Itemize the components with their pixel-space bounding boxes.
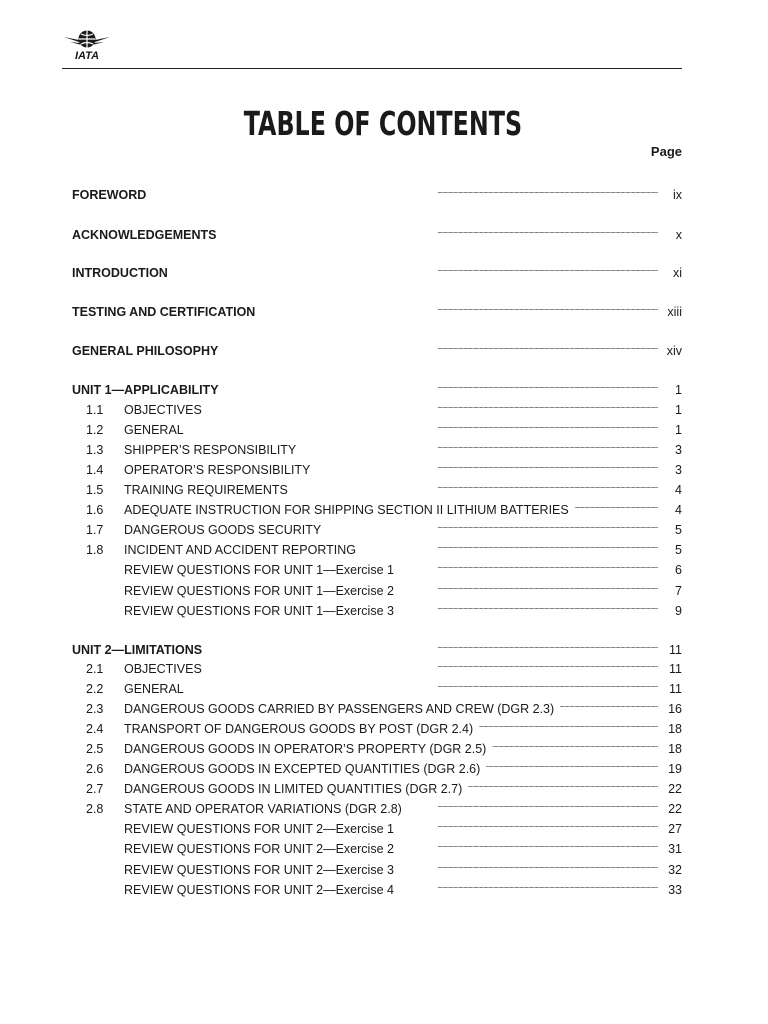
dot-leader: [294, 476, 658, 494]
dot-leader: [208, 655, 658, 673]
toc-entry[interactable]: [72, 516, 682, 537]
toc-entry-page: 33: [668, 883, 682, 897]
toc-entry[interactable]: [72, 396, 682, 417]
toc-entry-label: REVIEW QUESTIONS FOR UNIT 1—Exercise 2: [124, 584, 394, 598]
toc-entry-number: 1.1: [86, 403, 104, 417]
toc-entry-number: 1.3: [86, 443, 104, 457]
toc-entry[interactable]: [72, 775, 682, 796]
toc-entry-label: TESTING AND CERTIFICATION: [72, 305, 256, 319]
dot-leader: [560, 695, 658, 713]
toc-entry-label: GENERAL: [124, 423, 184, 437]
toc-entry-label: INCIDENT AND ACCIDENT REPORTING: [124, 543, 356, 557]
toc-entry-label: REVIEW QUESTIONS FOR UNIT 1—Exercise 3: [124, 604, 394, 618]
toc-entry[interactable]: [72, 715, 682, 736]
dot-leader: [224, 337, 658, 355]
toc-entry-number: 1.8: [86, 543, 104, 557]
toc-entry-page: 9: [675, 604, 682, 618]
toc-entry-page: 11: [669, 662, 682, 676]
dot-leader: [302, 436, 658, 454]
toc-entry-number: 2.2: [86, 682, 104, 696]
toc-entry[interactable]: [72, 735, 682, 756]
toc-entry[interactable]: [72, 835, 682, 856]
dot-leader: [408, 795, 658, 813]
toc-entry-label: SHIPPER’S RESPONSIBILITY: [124, 443, 297, 457]
toc-entry-page: 4: [675, 483, 682, 497]
toc-entry[interactable]: [72, 675, 682, 696]
dot-leader: [261, 298, 658, 316]
toc-entry-label: OBJECTIVES: [124, 662, 202, 676]
toc-entry-number: 1.4: [86, 463, 104, 477]
dot-leader: [190, 416, 658, 434]
page-title: TABLE OF CONTENTS: [243, 104, 523, 143]
dot-leader: [400, 835, 658, 853]
toc-entry-page: 5: [675, 543, 682, 557]
toc-entry-page: xiv: [666, 344, 682, 358]
toc-entry-number: 1.7: [86, 523, 104, 537]
toc-entry-label: REVIEW QUESTIONS FOR UNIT 2—Exercise 3: [124, 863, 394, 877]
toc-entry-number: 1.6: [86, 503, 104, 517]
toc-entry-label: DANGEROUS GOODS CARRIED BY PASSENGERS AND CREW (DGR 2.3): [124, 702, 555, 716]
toc-entry[interactable]: [72, 695, 682, 716]
dot-leader: [327, 516, 658, 534]
toc-entry-number: 2.3: [86, 702, 104, 716]
dot-leader: [208, 636, 658, 654]
dot-leader: [400, 597, 658, 615]
toc-entry[interactable]: [72, 221, 682, 242]
toc-entry-label: REVIEW QUESTIONS FOR UNIT 2—Exercise 2: [124, 842, 394, 856]
toc-entry-page: xiii: [667, 305, 682, 319]
toc-entry[interactable]: [72, 795, 682, 816]
toc-entry[interactable]: [72, 597, 682, 618]
toc-entry-label: REVIEW QUESTIONS FOR UNIT 2—Exercise 4: [124, 883, 394, 897]
dot-leader: [222, 221, 658, 239]
toc-entry-label: DANGEROUS GOODS SECURITY: [124, 523, 322, 537]
toc-entry-number: 2.8: [86, 802, 104, 816]
toc-entry-page: 22: [668, 802, 682, 816]
toc-entry-page: 27: [668, 822, 682, 836]
dot-leader: [400, 856, 658, 874]
toc-entry-label: FOREWORD: [72, 188, 147, 202]
iata-logo: [62, 28, 112, 62]
toc-entry[interactable]: [72, 476, 682, 497]
toc-entry-page: 1: [675, 423, 682, 437]
toc-entry[interactable]: [72, 815, 682, 836]
toc-entry-page: 5: [675, 523, 682, 537]
toc-entry-number: 1.2: [86, 423, 104, 437]
toc-entry[interactable]: [72, 577, 682, 598]
toc-entry-label: STATE AND OPERATOR VARIATIONS (DGR 2.8): [124, 802, 402, 816]
toc-entry-label: DANGEROUS GOODS IN OPERATOR’S PROPERTY (DGR 2.5): [124, 742, 487, 756]
toc-entry[interactable]: [72, 496, 682, 517]
dot-leader: [492, 735, 658, 753]
dot-leader: [190, 675, 658, 693]
toc-entry[interactable]: [72, 181, 682, 202]
toc-entry[interactable]: [72, 876, 682, 897]
toc-entry-number: 2.1: [86, 662, 104, 676]
toc-entry[interactable]: [72, 298, 682, 319]
toc-entry[interactable]: [72, 259, 682, 280]
toc-entry-label: ACKNOWLEDGEMENTS: [72, 228, 217, 242]
dot-leader: [468, 775, 658, 793]
toc-entry-label: REVIEW QUESTIONS FOR UNIT 1—Exercise 1: [124, 563, 394, 577]
dot-leader: [362, 536, 658, 554]
toc-entry-page: 16: [668, 702, 682, 716]
toc-entry-label: OBJECTIVES: [124, 403, 202, 417]
dot-leader: [225, 376, 658, 394]
toc-entry-page: 18: [668, 742, 682, 756]
toc-entry-page: ix: [672, 188, 682, 202]
toc-entry-label: INTRODUCTION: [72, 266, 168, 280]
toc-entry-page: x: [675, 228, 682, 242]
toc-entry[interactable]: [72, 416, 682, 437]
toc-entry-label: UNIT 1—APPLICABILITY: [72, 383, 219, 397]
toc-entry-page: 4: [675, 503, 682, 517]
toc-entry-page: 19: [668, 762, 682, 776]
dot-leader: [400, 556, 658, 574]
toc-entry-label: TRAINING REQUIREMENTS: [124, 483, 288, 497]
toc-entry[interactable]: [72, 376, 682, 397]
toc-entry-page: 1: [675, 383, 682, 397]
dot-leader: [174, 259, 658, 277]
page-column-label: Page: [650, 144, 682, 159]
toc-entry-page: 7: [675, 584, 682, 598]
toc-entry-page: 18: [668, 722, 682, 736]
toc-entry-number: 2.7: [86, 782, 104, 796]
toc-entry-number: 2.4: [86, 722, 104, 736]
toc-entry[interactable]: [72, 636, 682, 657]
toc-entry[interactable]: [72, 456, 682, 477]
dot-leader: [400, 577, 658, 595]
toc-entry-page: 6: [675, 563, 682, 577]
toc-entry-label: DANGEROUS GOODS IN EXCEPTED QUANTITIES (DGR 2.6): [124, 762, 481, 776]
toc-entry-label: ADEQUATE INSTRUCTION FOR SHIPPING SECTION II LITHIUM BATTERIES: [124, 503, 569, 517]
iata-globe-icon: [62, 28, 112, 62]
toc-entry-page: 1: [675, 403, 682, 417]
toc-entry-page: 31: [668, 842, 682, 856]
toc-entry[interactable]: [72, 556, 682, 577]
toc-entry[interactable]: [72, 536, 682, 557]
dot-leader: [152, 181, 658, 199]
header-rule: [62, 68, 682, 69]
toc-entry-page: 22: [668, 782, 682, 796]
toc-entry-number: 2.5: [86, 742, 104, 756]
dot-leader: [316, 456, 658, 474]
toc-entry-page: 3: [675, 443, 682, 457]
toc-entry[interactable]: [72, 755, 682, 776]
dot-leader: [575, 496, 658, 514]
toc-entry-page: 11: [669, 643, 682, 657]
toc-entry-number: 1.5: [86, 483, 104, 497]
toc-entry-label: GENERAL: [124, 682, 184, 696]
dot-leader: [400, 815, 658, 833]
toc-entry-page: 3: [675, 463, 682, 477]
toc-entry-label: GENERAL PHILOSOPHY: [72, 344, 219, 358]
toc-entry-page: xi: [672, 266, 682, 280]
dot-leader: [486, 755, 658, 773]
svg-text:IATA: IATA: [74, 50, 100, 62]
toc-entry[interactable]: [72, 655, 682, 676]
dot-leader: [400, 876, 658, 894]
toc-entry-page: 11: [669, 682, 682, 696]
toc-entry-label: TRANSPORT OF DANGEROUS GOODS BY POST (DGR 2.4): [124, 722, 474, 736]
toc-entry-label: UNIT 2—LIMITATIONS: [72, 643, 203, 657]
toc-entry[interactable]: [72, 436, 682, 457]
toc-entry-label: OPERATOR’S RESPONSIBILITY: [124, 463, 311, 477]
toc-entry-label: DANGEROUS GOODS IN LIMITED QUANTITIES (DGR 2.7): [124, 782, 463, 796]
toc-entry-label: REVIEW QUESTIONS FOR UNIT 2—Exercise 1: [124, 822, 394, 836]
toc-entry-page: 32: [668, 863, 682, 877]
dot-leader: [479, 715, 658, 733]
dot-leader: [208, 396, 658, 414]
toc-entry[interactable]: [72, 337, 682, 358]
toc-entry[interactable]: [72, 856, 682, 877]
toc-entry-number: 2.6: [86, 762, 104, 776]
